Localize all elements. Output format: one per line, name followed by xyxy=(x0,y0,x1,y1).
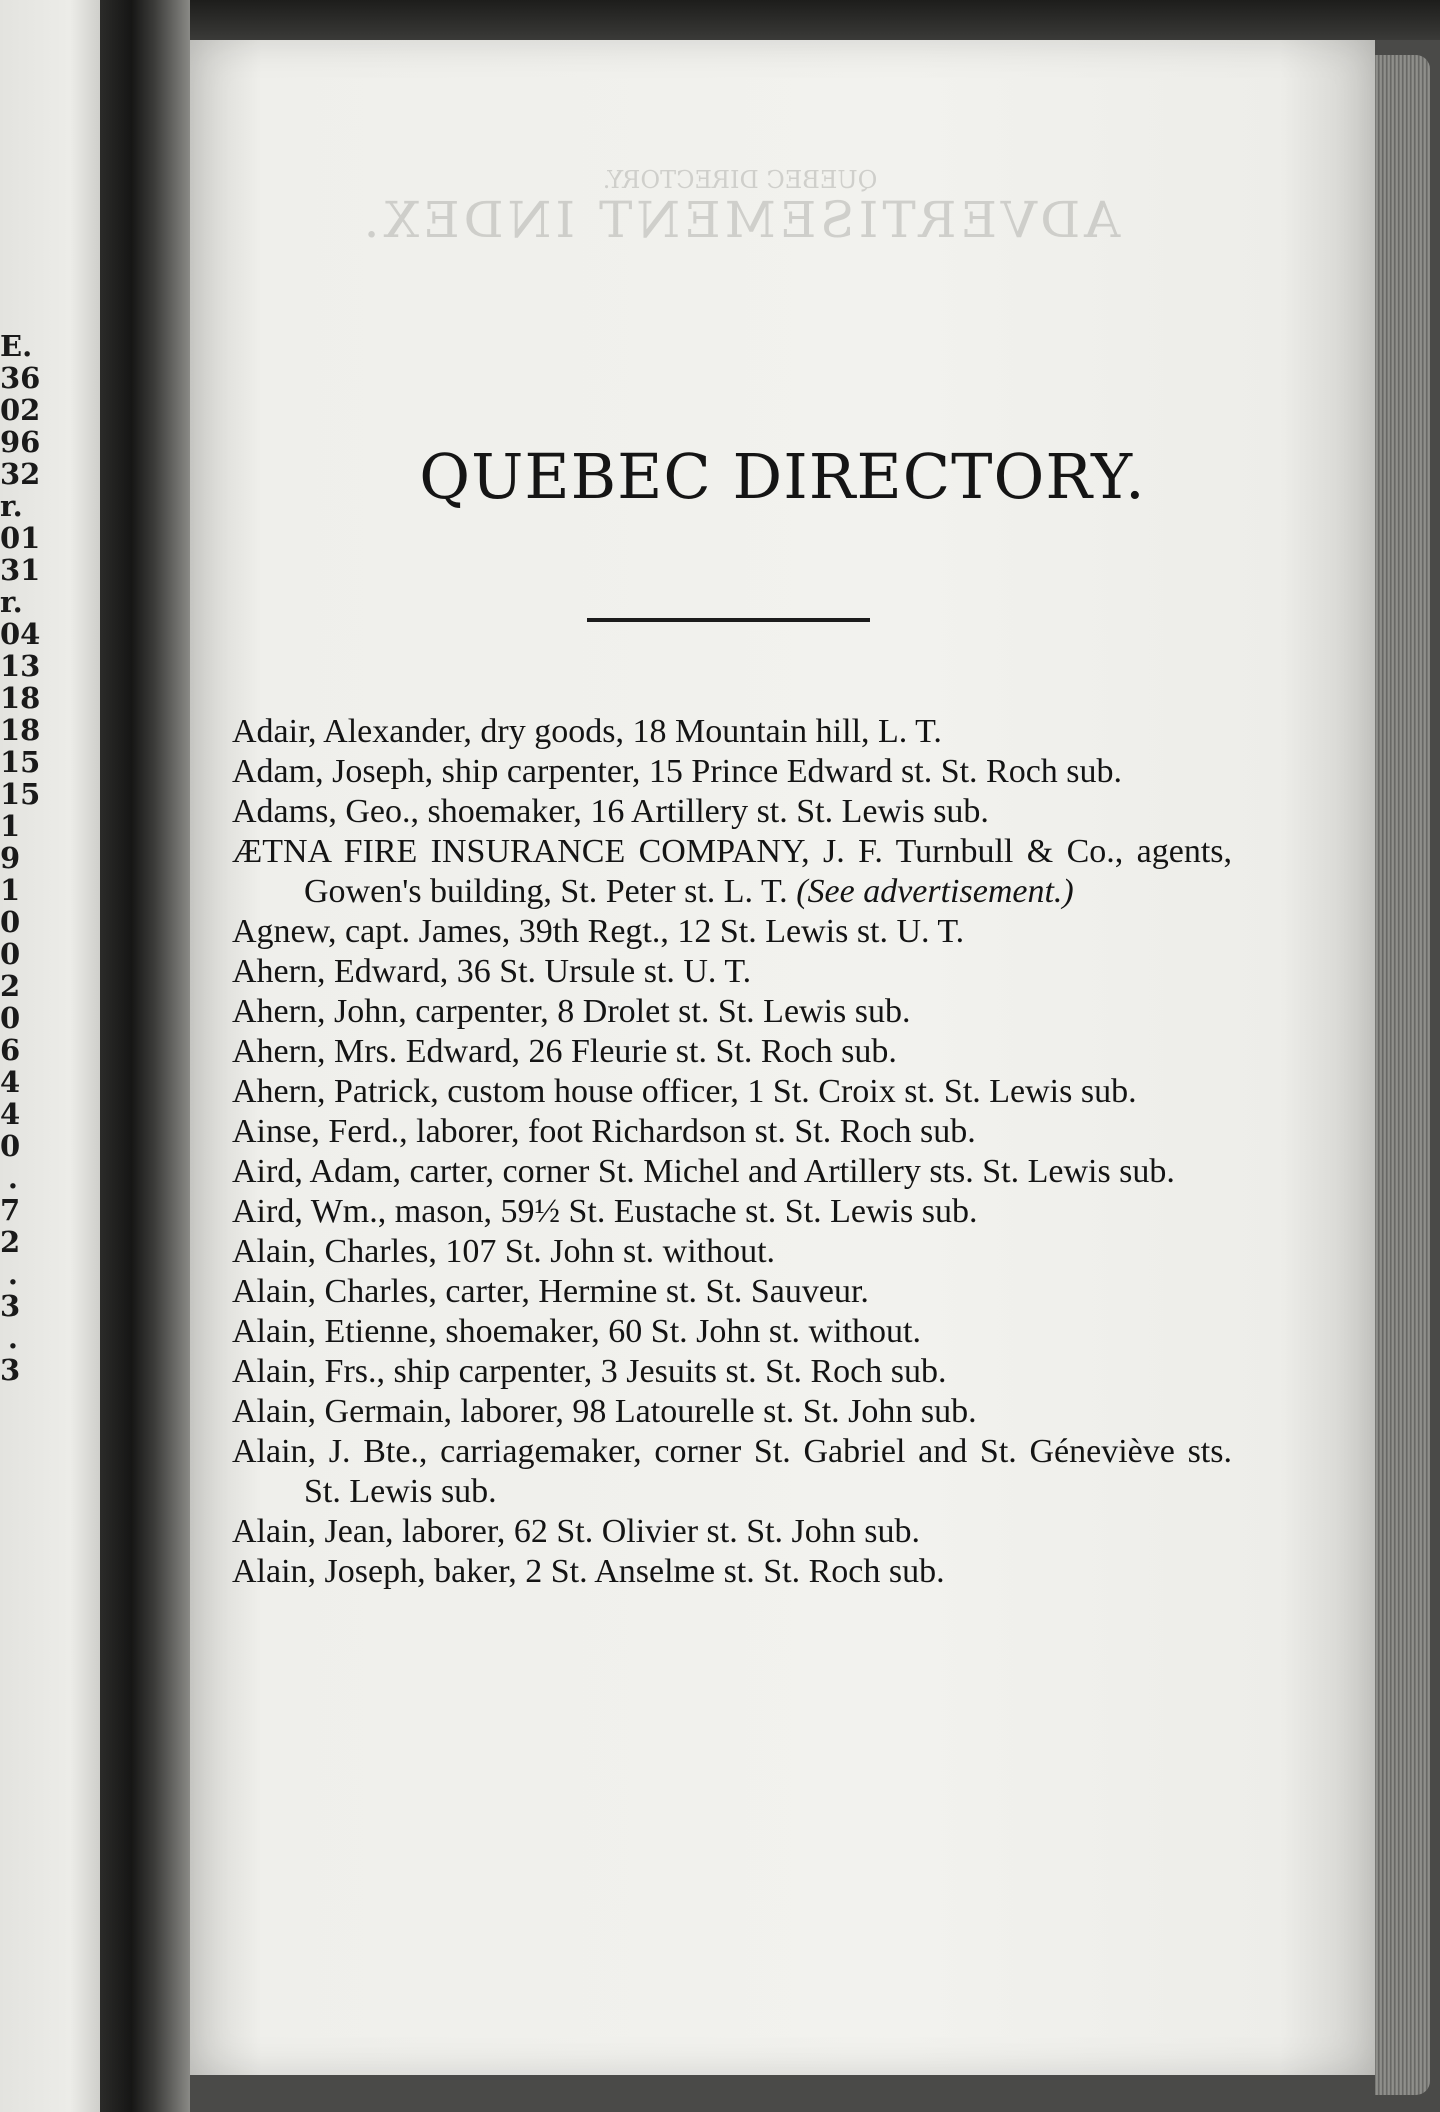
entry-text: Ainse, Ferd., laborer, foot Richardson st. St. Roch sub. xyxy=(232,1113,976,1150)
entry-text: Ahern, Mrs. Edward, 26 Fleurie st. St. Roch sub. xyxy=(232,1033,897,1070)
entry-text: Adair, Alexander, dry goods, 18 Mountain hill, L. T. xyxy=(232,713,942,750)
directory-entry xyxy=(232,1112,1232,1152)
edge-fragment: 3 xyxy=(0,1353,21,1387)
entry-note: (See advertisement.) xyxy=(796,873,1074,910)
edge-fragment: 0 xyxy=(0,1129,21,1163)
previous-page-column-fragments xyxy=(0,330,100,1386)
edge-fragment: 0 xyxy=(0,905,21,939)
top-shadow xyxy=(0,0,1440,40)
page-title: QUEBEC DIRECTORY. xyxy=(419,440,1146,513)
edge-fragment: 2 xyxy=(0,1225,21,1259)
edge-fragment: 4 xyxy=(0,1065,21,1099)
directory-entry xyxy=(232,912,1232,952)
entry-text: Aird, Wm., mason, 59½ St. Eustache st. St. Lewis sub. xyxy=(232,1193,978,1230)
directory-entry xyxy=(232,1032,1232,1072)
bleed-running-head: QUEBEC DIRECTORY. xyxy=(602,166,878,194)
edge-fragment: 2 xyxy=(0,969,21,1003)
edge-fragment: 0 xyxy=(0,1001,21,1035)
edge-fragment: r. xyxy=(0,489,23,523)
entry-text: Alain, Frs., ship carpenter, 3 Jesuits st. St. Roch sub. xyxy=(232,1353,947,1390)
directory-entry xyxy=(232,1552,1232,1592)
directory-entry xyxy=(232,1272,1232,1312)
edge-fragment: . xyxy=(7,1257,18,1291)
edge-fragment: 04 xyxy=(0,617,41,651)
entry-text: Alain, Germain, laborer, 98 Latourelle st. St. John sub. xyxy=(232,1393,977,1430)
edge-fragment: 15 xyxy=(0,777,41,811)
edge-fragment: 31 xyxy=(0,553,41,587)
entry-text: Ahern, Edward, 36 St. Ursule st. U. T. xyxy=(232,953,752,990)
edge-fragment: 18 xyxy=(0,713,41,747)
entry-text: Ahern, Patrick, custom house officer, 1 St. Croix st. St. Lewis sub. xyxy=(232,1073,1137,1110)
edge-fragment: 1 xyxy=(0,809,21,843)
edge-fragment: 3 xyxy=(0,1289,21,1323)
directory-entry xyxy=(232,992,1232,1032)
edge-fragment: 96 xyxy=(0,425,41,459)
edge-fragment: . xyxy=(7,1321,18,1355)
edge-fragment: 7 xyxy=(0,1193,21,1227)
edge-fragment: 0 xyxy=(0,937,21,971)
edge-fragment: 32 xyxy=(0,457,41,491)
entry-text: Ahern, John, carpenter, 8 Drolet st. St. Lewis sub. xyxy=(232,993,911,1030)
directory-entry xyxy=(232,1232,1232,1272)
directory-entry xyxy=(232,1432,1232,1512)
entry-text: Alain, Charles, 107 St. John st. without. xyxy=(232,1233,776,1270)
title-rule xyxy=(587,618,870,622)
entry-text: Agnew, capt. James, 39th Regt., 12 St. Lewis st. U. T. xyxy=(232,913,965,950)
edge-fragment: 13 xyxy=(0,649,41,683)
directory-entry xyxy=(232,1192,1232,1232)
directory-entry xyxy=(232,832,1232,912)
book-gutter xyxy=(100,0,190,2112)
page-stack-edge xyxy=(1375,55,1430,2095)
directory-entry xyxy=(232,792,1232,832)
edge-fragment: 4 xyxy=(0,1097,21,1131)
entry-text: Alain, J. Bte., carriagemaker, corner St. Gabriel and St. Géneviève sts. St. Lewis sub. xyxy=(232,1433,1232,1510)
edge-fragment: 36 xyxy=(0,361,41,395)
entry-text: Alain, Jean, laborer, 62 St. Olivier st. St. John sub. xyxy=(232,1513,921,1550)
edge-fragment: 6 xyxy=(0,1033,21,1067)
edge-fragment: 01 xyxy=(0,521,41,555)
entry-text: ÆTNA FIRE INSURANCE COMPANY, J. F. Turnbull & Co., agents, Gowen's building, St. Peter st. L. T. xyxy=(232,833,1232,910)
directory-entry xyxy=(232,1352,1232,1392)
entry-text: Alain, Joseph, baker, 2 St. Anselme st. St. Roch sub. xyxy=(232,1553,945,1590)
directory-entry xyxy=(232,752,1232,792)
directory-entry xyxy=(232,1312,1232,1352)
edge-fragment: E. xyxy=(0,329,33,363)
directory-entry xyxy=(232,712,1232,752)
edge-fragment: 15 xyxy=(0,745,41,779)
entry-text: Aird, Adam, carter, corner St. Michel and Artillery sts. St. Lewis sub. xyxy=(232,1153,1175,1190)
edge-fragment: 02 xyxy=(0,393,41,427)
entry-text: Adams, Geo., shoemaker, 16 Artillery st. St. Lewis sub. xyxy=(232,793,989,830)
bleed-heading: ADVERTISEMENT INDEX. xyxy=(359,191,1121,249)
entry-text: Adam, Joseph, ship carpenter, 15 Prince Edward st. St. Roch sub. xyxy=(232,753,1123,790)
entry-text: Alain, Charles, carter, Hermine st. St. Sauveur. xyxy=(232,1273,869,1310)
entry-text: Alain, Etienne, shoemaker, 60 St. John st. without. xyxy=(232,1313,921,1350)
directory-entry xyxy=(232,1392,1232,1432)
edge-fragment: 9 xyxy=(0,841,21,875)
directory-entry xyxy=(232,1512,1232,1552)
previous-page-edge xyxy=(0,0,100,2112)
edge-fragment: 1 xyxy=(0,873,21,907)
edge-fragment: 18 xyxy=(0,681,41,715)
edge-fragment: r. xyxy=(0,585,23,619)
directory-entry xyxy=(232,952,1232,992)
directory-entry xyxy=(232,1072,1232,1112)
directory-entry xyxy=(232,1152,1232,1192)
edge-fragment: . xyxy=(7,1161,18,1195)
directory-entries xyxy=(232,712,1232,1592)
